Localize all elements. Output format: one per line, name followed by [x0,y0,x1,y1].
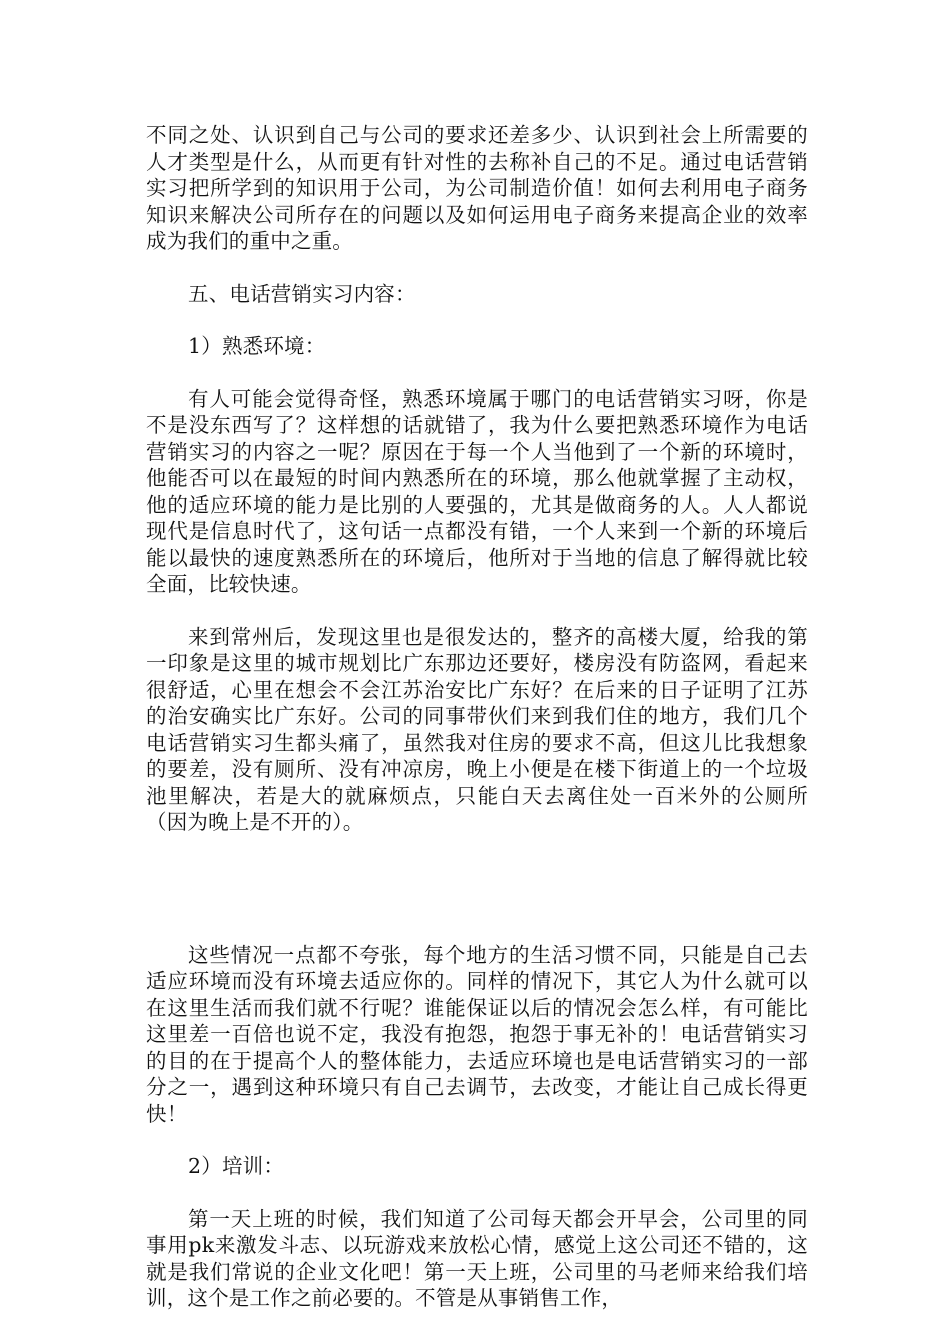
document-page [146,122,808,1312]
paragraph-adapt-environment: 这些情况一点都不夸张，每个地方的生活习惯不同，只能是自己去适应环境而没有环境去适应你的。同样的情况下，其它人为什么就可以在这里生活而我们就不行呢？谁能保证以后的情况会怎么样，有可能比这里差一百倍也说不定，我没有抱怨，抱怨于事无补的！电话营销实习的目的在于提高个人的整体能力，去适应环境也是电话营销实习的一部分之一，遇到这种环境只有自己去调节，去改变，才能让自己成长得更快！ [146,942,808,1126]
section-heading-internship-content: 五、电话营销实习内容： [188,281,416,306]
paragraph-arrival-changzhou: 来到常州后，发现这里也是很发达的，整齐的高楼大厦，给我的第一印象是这里的城市规划比广东那边还要好，楼房没有防盗网，看起来很舒适，心里在想会不会江苏治安比广东好？在后来的日子证明了江苏的治安确实比广东好。公司的同事带伙们来到我们住的地方，我们几个电话营销实习生都头痛了，虽然我对住房的要求不高，但这儿比我想象的要差，没有厕所、没有冲凉房，晚上小便是在楼下街道上的一个垃圾池里解决，若是大的就麻烦点，只能白天去离住处一百米外的公厕所（因为晚上是不开的）。 [146,624,808,834]
paragraph-first-day: 第一天上班的时候，我们知道了公司每天都会开早会，公司里的同事用pk来激发斗志、以玩游戏来放松心情，感觉上这公司还不错的，这就是我们常说的企业文化吧！第一天上班，公司里的马老师来给我们培训，这个是工作之前必要的。不管是从事销售工作， [146,1206,808,1310]
subheading-training: 2）培训： [188,1154,285,1178]
paragraph-environment-intro: 有人可能会觉得奇怪，熟悉环境属于哪门的电话营销实习呀，你是不是没东西写了？这样想的话就错了，我为什么要把熟悉环境作为电话营销实习的内容之一呢？原因在于每一个人当他到了一个新的环境时，他能否可以在最短的时间内熟悉所在的环境，那么他就掌握了主动权，他的适应环境的能力是比别的人要强的，尤其是做商务的人。人人都说现代是信息时代了，这句话一点都没有错，一个人来到一个新的环境后能以最快的速度熟悉所在的环境后，他所对于当地的信息了解得就比较全面，比较快速。 [146,386,808,596]
paragraph-continuation: 不同之处、认识到自己与公司的要求还差多少、认识到社会上所需要的人才类型是什么，从而更有针对性的去称补自己的不足。通过电话营销实习把所学到的知识用于公司，为公司制造价值！如何去利用电子商务知识来解决公司所存在的问题以及如何运用电子商务来提高企业的效率成为我们的重中之重。 [146,123,808,253]
subheading-familiarize-environment: 1）熟悉环境： [188,334,326,358]
